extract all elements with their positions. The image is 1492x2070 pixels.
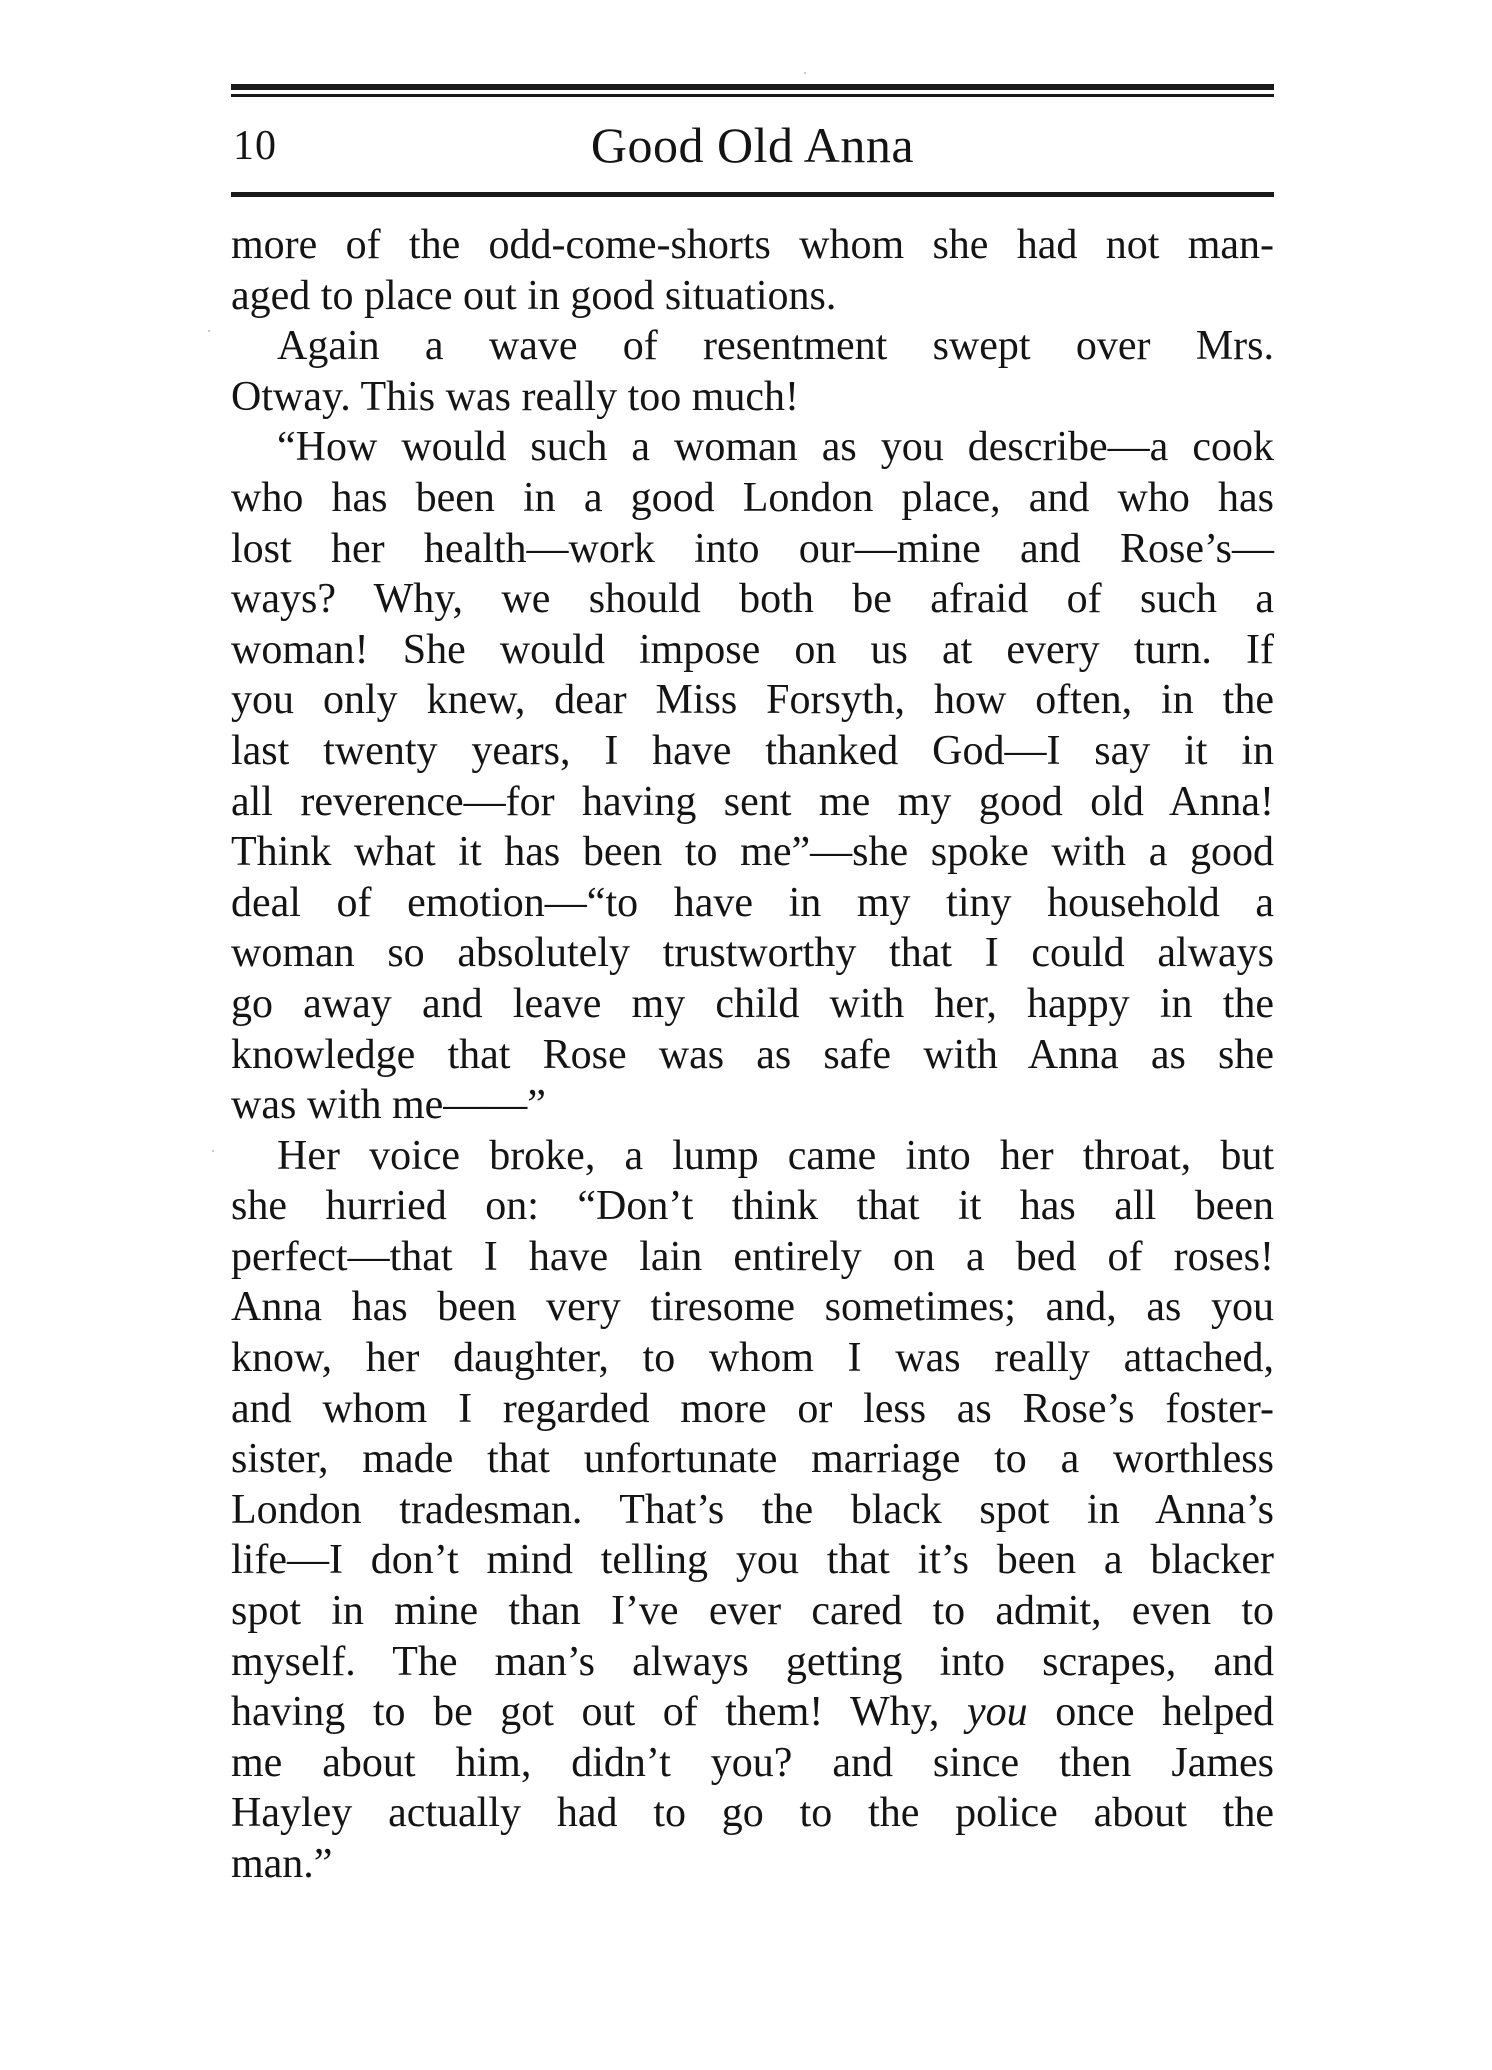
text-line: “How would such a woman as you describe—a cook bbox=[277, 424, 1274, 471]
text-line-with-emphasis bbox=[231, 1687, 1274, 1738]
text-line: woman so absolutely trustworthy that I could always bbox=[231, 930, 1274, 977]
text-line: life—I don’t mind telling you that it’s been a blacker bbox=[231, 1537, 1274, 1584]
text-line: spot in mine than I’ve ever cared to admit, even to bbox=[231, 1588, 1274, 1635]
paragraph bbox=[231, 220, 1274, 321]
paragraph bbox=[231, 422, 1274, 1130]
text-line: Anna has been very tiresome sometimes; and, as you bbox=[231, 1284, 1274, 1331]
text-line: ways? Why, we should both be afraid of such a bbox=[231, 576, 1274, 623]
paragraph bbox=[231, 321, 1274, 422]
text-line: know, her daughter, to whom I was really attached, bbox=[231, 1335, 1274, 1382]
text-line: sister, made that unfortunate marriage to a worthless bbox=[231, 1436, 1274, 1483]
page-number: 10 bbox=[233, 123, 277, 169]
text-line: Her voice broke, a lump came into her throat, but bbox=[277, 1132, 1274, 1179]
text-segment: once helped bbox=[1027, 1689, 1274, 1736]
body-text bbox=[231, 220, 1274, 1890]
running-title: Good Old Anna bbox=[590, 117, 915, 173]
text-line: woman! She would impose on us at every turn. If bbox=[231, 626, 1274, 673]
text-line: lost her health—work into our—mine and Rose’s— bbox=[231, 525, 1274, 572]
text-line: was with me——” bbox=[231, 1082, 546, 1129]
text-line: London tradesman. That’s the black spot in Anna’s bbox=[231, 1486, 1274, 1533]
text-line: all reverence—for having sent me my good old Anna! bbox=[231, 778, 1274, 825]
scan-speck bbox=[212, 1150, 214, 1152]
emphasized-word: you bbox=[966, 1689, 1028, 1736]
header-rule-thick bbox=[231, 84, 1274, 90]
text-segment: having to be got out of them! Why, bbox=[231, 1689, 967, 1736]
text-line: Again a wave of resentment swept over Mrs. bbox=[277, 323, 1274, 370]
text-line: man.” bbox=[231, 1841, 333, 1887]
text-line: Hayley actually had to go to the police about the bbox=[231, 1790, 1274, 1837]
text-line: who has been in a good London place, and who has bbox=[231, 474, 1274, 521]
scan-speck bbox=[804, 72, 806, 74]
text-line: deal of emotion—“to have in my tiny household a bbox=[231, 879, 1274, 926]
header-underline-rule bbox=[231, 192, 1274, 197]
text-line: and whom I regarded more or less as Rose’s foster- bbox=[231, 1385, 1274, 1432]
text-line: myself. The man’s always getting into scrapes, and bbox=[231, 1638, 1274, 1685]
header-rule-thin bbox=[231, 94, 1274, 97]
text-line: you only knew, dear Miss Forsyth, how often, in the bbox=[231, 677, 1274, 724]
text-line: last twenty years, I have thanked God—I say it in bbox=[231, 727, 1274, 774]
running-header bbox=[231, 112, 1274, 182]
text-line: knowledge that Rose was as safe with Anna as she bbox=[231, 1031, 1274, 1078]
text-line: aged to place out in good situations. bbox=[231, 272, 837, 319]
scan-speck bbox=[208, 330, 210, 332]
text-line: more of the odd-come-shorts whom she had not man- bbox=[231, 222, 1274, 268]
paragraph bbox=[231, 1131, 1274, 1890]
text-line: me about him, didn’t you? and since then James bbox=[231, 1739, 1274, 1786]
text-line: Otway. This was really too much! bbox=[231, 373, 800, 420]
text-line: Think what it has been to me”—she spoke with a good bbox=[231, 829, 1274, 876]
text-line: perfect—that I have lain entirely on a bed of roses! bbox=[231, 1233, 1274, 1280]
text-line: go away and leave my child with her, happy in the bbox=[231, 980, 1274, 1027]
text-line: she hurried on: “Don’t think that it has all been bbox=[231, 1183, 1274, 1230]
